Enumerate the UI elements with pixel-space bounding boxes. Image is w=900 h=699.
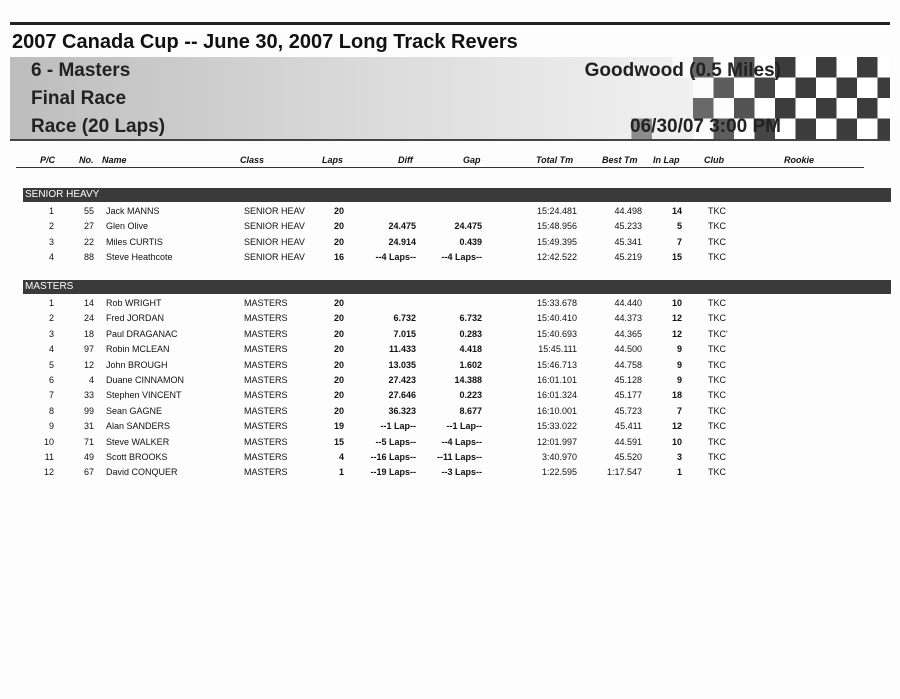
cell-total: 15:46.713 bbox=[536, 359, 577, 370]
cell-cls: MASTERS bbox=[244, 421, 288, 432]
cell-no: 24 bbox=[83, 313, 94, 324]
race-banner bbox=[10, 57, 890, 141]
result-row bbox=[0, 404, 900, 419]
cell-club: TKC bbox=[708, 344, 726, 355]
cell-inlap: 18 bbox=[671, 390, 682, 401]
cell-name: Miles CURTIS bbox=[106, 236, 163, 247]
col-total: Total Tm bbox=[536, 155, 574, 165]
checker-square bbox=[878, 98, 891, 119]
cell-cls: MASTERS bbox=[244, 313, 288, 324]
col-pc: P/C bbox=[40, 155, 56, 165]
cell-name: Paul DRAGANAC bbox=[106, 328, 178, 339]
checker-square bbox=[857, 119, 878, 140]
cell-inlap: 10 bbox=[671, 298, 682, 308]
cell-cls: MASTERS bbox=[244, 467, 288, 478]
cell-best: 45.411 bbox=[615, 421, 642, 432]
cell-best: 45.219 bbox=[614, 252, 642, 263]
cell-cls: MASTERS bbox=[244, 436, 288, 447]
cell-pc: 2 bbox=[48, 221, 54, 232]
checker-square bbox=[857, 78, 878, 99]
cell-laps: 20 bbox=[333, 313, 344, 324]
cell-pc: 4 bbox=[48, 252, 54, 263]
checker-square bbox=[796, 57, 817, 78]
cell-laps: 19 bbox=[333, 421, 344, 432]
col-class: Class bbox=[240, 155, 265, 165]
cell-cls: SENIOR HEAV bbox=[244, 221, 305, 232]
cell-cls: MASTERS bbox=[244, 359, 288, 370]
cell-pc: 11 bbox=[44, 452, 54, 462]
cell-diff: --19 Laps-- bbox=[370, 467, 416, 478]
result-row bbox=[0, 235, 900, 250]
checker-square bbox=[837, 57, 858, 78]
checker-square bbox=[837, 78, 858, 99]
top-rule bbox=[10, 22, 890, 25]
race-date: 06/30/07 bbox=[630, 116, 704, 137]
cell-inlap: 10 bbox=[671, 436, 682, 447]
page-title: 2007 Canada Cup -- June 30, 2007 Long Track Revers bbox=[12, 31, 518, 53]
cell-cls: MASTERS bbox=[244, 390, 288, 401]
checker-square bbox=[816, 119, 837, 140]
result-row bbox=[0, 296, 900, 311]
section-header: MASTERS bbox=[23, 280, 891, 294]
col-inlap: In Lap bbox=[653, 155, 680, 165]
checker-square bbox=[796, 119, 817, 140]
cell-inlap: 7 bbox=[676, 236, 682, 247]
cell-total: 15:24.481 bbox=[536, 206, 577, 216]
cell-pc: 12 bbox=[43, 467, 54, 478]
cell-gap: 6.732 bbox=[459, 313, 482, 324]
cell-gap: --3 Laps-- bbox=[441, 467, 482, 478]
cell-name: Jack MANNS bbox=[106, 206, 160, 216]
cell-gap: 0.223 bbox=[459, 390, 482, 401]
cell-cls: MASTERS bbox=[244, 298, 288, 308]
cell-no: 55 bbox=[83, 206, 94, 216]
cell-name: John BROUGH bbox=[106, 359, 168, 370]
cell-laps: 20 bbox=[333, 344, 344, 355]
cell-gap: --1 Lap-- bbox=[446, 421, 482, 432]
cell-best: 44.373 bbox=[614, 313, 642, 324]
cell-club: TKC bbox=[708, 467, 726, 478]
race-laps: Race (20 Laps) bbox=[31, 116, 166, 137]
result-row bbox=[0, 311, 900, 326]
checker-square bbox=[816, 57, 837, 78]
result-row bbox=[0, 250, 900, 265]
cell-diff: 36.323 bbox=[388, 405, 416, 416]
cell-inlap: 5 bbox=[676, 221, 682, 232]
cell-best: 1:17.547 bbox=[606, 467, 642, 478]
cell-laps: 20 bbox=[333, 390, 344, 401]
cell-club: TKC bbox=[708, 421, 726, 432]
cell-club: TKC bbox=[708, 313, 726, 324]
col-no: No. bbox=[79, 155, 94, 165]
cell-best: 44.758 bbox=[614, 359, 642, 370]
cell-club: TKC bbox=[708, 206, 726, 216]
cell-no: 33 bbox=[83, 390, 94, 401]
cell-cls: MASTERS bbox=[244, 344, 288, 355]
cell-diff: --1 Lap-- bbox=[380, 421, 416, 432]
cell-laps: 20 bbox=[333, 405, 344, 416]
cell-diff: 27.423 bbox=[388, 375, 416, 385]
cell-pc: 5 bbox=[48, 359, 54, 370]
cell-cls: SENIOR HEAV bbox=[244, 236, 305, 247]
cell-name: Steve Heathcote bbox=[106, 252, 173, 263]
cell-no: 67 bbox=[83, 467, 94, 478]
cell-cls: MASTERS bbox=[244, 405, 288, 416]
cell-diff: 13.035 bbox=[388, 359, 416, 370]
col-name: Name bbox=[102, 155, 127, 165]
cell-gap: 4.418 bbox=[459, 344, 482, 355]
cell-no: 18 bbox=[83, 328, 94, 339]
cell-cls: MASTERS bbox=[244, 328, 288, 339]
cell-gap: 0.439 bbox=[459, 236, 482, 247]
cell-gap: --4 Laps-- bbox=[441, 252, 482, 263]
cell-pc: 3 bbox=[48, 236, 54, 247]
result-row bbox=[0, 342, 900, 357]
col-diff: Diff bbox=[398, 155, 413, 165]
cell-inlap: 12 bbox=[671, 328, 682, 339]
cell-gap: 14.388 bbox=[454, 375, 482, 385]
cell-laps: 20 bbox=[333, 375, 344, 385]
cell-laps: 20 bbox=[333, 359, 344, 370]
checker-square bbox=[796, 78, 817, 99]
cell-club: TKC bbox=[708, 375, 726, 385]
cell-pc: 6 bbox=[48, 375, 54, 385]
cell-laps: 1 bbox=[338, 467, 344, 478]
race-time: 3:00 PM bbox=[709, 116, 781, 137]
checker-square bbox=[816, 98, 837, 119]
cell-laps: 20 bbox=[333, 236, 344, 247]
result-row bbox=[0, 465, 900, 480]
cell-gap: --11 Laps-- bbox=[436, 452, 482, 462]
cell-name: Glen Olive bbox=[106, 221, 149, 232]
cell-name: Steve WALKER bbox=[106, 436, 170, 447]
checker-square bbox=[857, 57, 878, 78]
cell-name: Duane CINNAMON bbox=[106, 375, 185, 385]
cell-club: TKC bbox=[708, 436, 726, 447]
cell-laps: 4 bbox=[338, 452, 344, 462]
cell-club: TKC bbox=[708, 252, 726, 263]
result-row bbox=[0, 373, 900, 388]
cell-total: 15:40.410 bbox=[536, 313, 577, 324]
cell-club: TKC bbox=[708, 236, 726, 247]
cell-total: 15:49.395 bbox=[536, 236, 577, 247]
checker-square bbox=[878, 57, 891, 78]
cell-no: 22 bbox=[83, 236, 94, 247]
header-rule bbox=[16, 167, 864, 168]
cell-name: Robin MCLEAN bbox=[106, 344, 170, 355]
cell-laps: 20 bbox=[333, 328, 344, 339]
cell-no: 99 bbox=[83, 405, 94, 416]
cell-diff: --5 Laps-- bbox=[375, 436, 416, 447]
cell-laps: 15 bbox=[333, 436, 344, 447]
result-row bbox=[0, 435, 900, 450]
cell-cls: MASTERS bbox=[244, 452, 288, 462]
cell-inlap: 9 bbox=[676, 344, 682, 355]
cell-total: 12:42.522 bbox=[536, 252, 577, 263]
cell-no: 4 bbox=[88, 375, 94, 385]
cell-no: 27 bbox=[83, 221, 94, 232]
cell-total: 15:33.678 bbox=[536, 298, 577, 308]
cell-club: TKC bbox=[708, 452, 726, 462]
cell-inlap: 9 bbox=[676, 359, 682, 370]
cell-name: Fred JORDAN bbox=[106, 313, 165, 324]
cell-laps: 16 bbox=[333, 252, 344, 263]
cell-club: TKC bbox=[708, 405, 726, 416]
cell-best: 45.177 bbox=[614, 390, 642, 401]
cell-name: Alan SANDERS bbox=[106, 421, 171, 432]
cell-best: 45.341 bbox=[614, 236, 642, 247]
cell-club: TKC bbox=[708, 298, 726, 308]
checker-square bbox=[878, 78, 891, 99]
result-row bbox=[0, 219, 900, 234]
cell-inlap: 7 bbox=[676, 405, 682, 416]
cell-pc: 9 bbox=[48, 421, 54, 432]
cell-name: Scott BROOKS bbox=[106, 452, 168, 462]
cell-inlap: 15 bbox=[671, 252, 682, 263]
col-rookie: Rookie bbox=[784, 155, 815, 165]
checker-square bbox=[837, 119, 858, 140]
cell-name: Rob WRIGHT bbox=[106, 298, 162, 308]
checker-square bbox=[857, 98, 878, 119]
cell-inlap: 9 bbox=[676, 375, 682, 385]
cell-club: TKC' bbox=[708, 328, 728, 339]
cell-diff: 6.732 bbox=[393, 313, 416, 324]
cell-total: 16:01.101 bbox=[536, 375, 577, 385]
cell-best: 44.498 bbox=[614, 206, 642, 216]
cell-laps: 20 bbox=[333, 298, 344, 308]
cell-diff: --16 Laps-- bbox=[370, 452, 416, 462]
section-header: SENIOR HEAVY bbox=[23, 188, 891, 202]
cell-best: 45.128 bbox=[614, 375, 642, 385]
track-name: Goodwood (0.5 Miles) bbox=[584, 60, 781, 81]
race-type: Final Race bbox=[31, 88, 127, 109]
cell-gap: 0.283 bbox=[459, 328, 482, 339]
cell-total: 16:10.001 bbox=[536, 405, 577, 416]
cell-total: 15:48.956 bbox=[536, 221, 577, 232]
cell-best: 44.500 bbox=[614, 344, 642, 355]
result-row bbox=[0, 204, 900, 219]
col-best: Best Tm bbox=[602, 155, 638, 165]
cell-best: 45.520 bbox=[614, 452, 642, 462]
cell-best: 45.233 bbox=[614, 221, 642, 232]
cell-name: Sean GAGNE bbox=[106, 405, 163, 416]
cell-pc: 4 bbox=[48, 344, 54, 355]
cell-cls: SENIOR HEAV bbox=[244, 206, 305, 216]
checker-square bbox=[837, 98, 858, 119]
cell-diff: --4 Laps-- bbox=[375, 252, 416, 263]
cell-name: David CONQUER bbox=[106, 467, 178, 478]
col-laps: Laps bbox=[322, 155, 344, 165]
cell-pc: 3 bbox=[48, 328, 54, 339]
cell-pc: 1 bbox=[48, 206, 54, 216]
class-name: 6 - Masters bbox=[31, 60, 131, 81]
cell-gap: --4 Laps-- bbox=[441, 436, 482, 447]
cell-pc: 2 bbox=[48, 313, 54, 324]
cell-total: 15:40.693 bbox=[536, 328, 577, 339]
cell-pc: 1 bbox=[48, 298, 54, 308]
checker-square bbox=[796, 98, 817, 119]
cell-total: 3:40.970 bbox=[541, 452, 577, 462]
cell-inlap: 14 bbox=[671, 206, 682, 216]
result-row bbox=[0, 450, 900, 465]
checker-square bbox=[878, 119, 891, 140]
cell-total: 12:01.997 bbox=[536, 436, 577, 447]
cell-diff: 27.646 bbox=[388, 390, 416, 401]
cell-best: 45.723 bbox=[614, 405, 642, 416]
cell-best: 44.440 bbox=[614, 298, 642, 308]
cell-inlap: 12 bbox=[671, 313, 682, 324]
cell-no: 88 bbox=[83, 252, 94, 263]
cell-total: 16:01.324 bbox=[536, 390, 577, 401]
cell-gap: 24.475 bbox=[454, 221, 482, 232]
result-row bbox=[0, 388, 900, 403]
cell-best: 44.365 bbox=[614, 328, 642, 339]
result-row bbox=[0, 327, 900, 342]
cell-inlap: 3 bbox=[676, 452, 682, 462]
cell-total: 15:45.111 bbox=[538, 344, 577, 355]
cell-no: 14 bbox=[83, 298, 94, 308]
cell-diff: 7.015 bbox=[393, 328, 416, 339]
cell-no: 12 bbox=[83, 359, 94, 370]
cell-cls: SENIOR HEAV bbox=[244, 252, 305, 263]
cell-diff: 24.475 bbox=[388, 221, 416, 232]
col-club: Club bbox=[704, 155, 724, 165]
col-gap: Gap bbox=[463, 155, 481, 165]
cell-pc: 10 bbox=[43, 436, 54, 447]
cell-club: TKC bbox=[708, 359, 726, 370]
cell-diff: 24.914 bbox=[388, 236, 416, 247]
cell-cls: MASTERS bbox=[244, 375, 288, 385]
result-row bbox=[0, 358, 900, 373]
checker-square bbox=[816, 78, 837, 99]
cell-best: 44.591 bbox=[614, 436, 642, 447]
cell-inlap: 1 bbox=[676, 467, 682, 478]
cell-inlap: 12 bbox=[671, 421, 682, 432]
cell-diff: 11.433 bbox=[388, 344, 416, 355]
cell-laps: 20 bbox=[333, 221, 344, 232]
cell-no: 97 bbox=[83, 344, 94, 355]
cell-total: 1:22.595 bbox=[541, 467, 577, 478]
cell-pc: 7 bbox=[48, 390, 54, 401]
result-row bbox=[0, 419, 900, 434]
cell-club: TKC bbox=[708, 390, 726, 401]
cell-gap: 8.677 bbox=[459, 405, 482, 416]
cell-pc: 8 bbox=[48, 405, 54, 416]
cell-gap: 1.602 bbox=[459, 359, 482, 370]
cell-no: 71 bbox=[83, 436, 94, 447]
cell-total: 15:33.022 bbox=[536, 421, 577, 432]
cell-no: 31 bbox=[83, 421, 94, 432]
cell-no: 49 bbox=[83, 452, 94, 462]
cell-club: TKC bbox=[708, 221, 726, 232]
cell-name: Stephen VINCENT bbox=[106, 390, 182, 401]
cell-laps: 20 bbox=[333, 206, 344, 216]
